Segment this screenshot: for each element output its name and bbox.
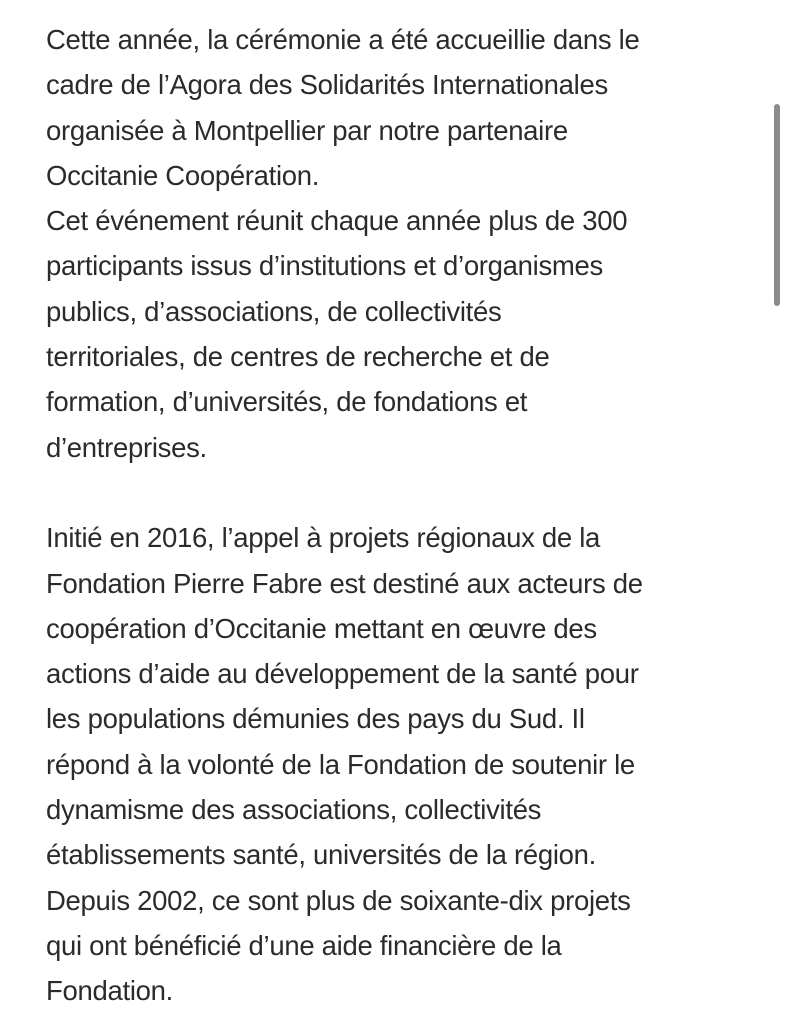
scrollbar-thumb[interactable] [774, 104, 780, 306]
text-line: participants issus d’institutions et d’organismes [46, 250, 603, 282]
text-line: actions d’aide au développement de la santé pour [46, 658, 639, 690]
text-line: répond à la volonté de la Fondation de soutenir le [46, 748, 635, 780]
text-line: coopération d’Occitanie mettant en œuvre des [46, 612, 597, 644]
text-line: publics, d’associations, de collectivités [46, 295, 502, 327]
text-line: Depuis 2002, ce sont plus de soixante-dix projets [46, 884, 631, 916]
text-line: Initié en 2016, l’appel à projets régionaux de la [46, 522, 601, 554]
text-line: qui ont bénéficié d’une aide financière de la [46, 929, 562, 961]
article-body [46, 17, 758, 1014]
paragraph-spacer [46, 470, 758, 515]
text-line: établissements santé, universités de la région. [46, 839, 596, 871]
text-line: formation, d’universités, de fondations et [46, 386, 528, 418]
text-line: territoriales, de centres de recherche et de [46, 341, 550, 373]
text-line: dynamisme des associations, collectivités [46, 794, 542, 826]
text-line: Occitanie Coopération. [46, 159, 320, 191]
text-line: d’entreprises. [46, 431, 207, 463]
text-line: cadre de l’Agora des Solidarités Internationales [46, 69, 608, 101]
text-line: Fondation Pierre Fabre est destiné aux acteurs de [46, 567, 643, 599]
paragraph-fondation [46, 515, 758, 1013]
text-line: Cet événement réunit chaque année plus de 300 [46, 205, 628, 237]
text-line: Fondation. [46, 975, 173, 1007]
text-line: les populations démunies des pays du Sud. Il [46, 703, 585, 735]
text-line: Cette année, la cérémonie a été accueillie dans le [46, 24, 640, 55]
text-line: organisée à Montpellier par notre partenaire [46, 114, 568, 146]
paragraph-agora [46, 17, 758, 470]
